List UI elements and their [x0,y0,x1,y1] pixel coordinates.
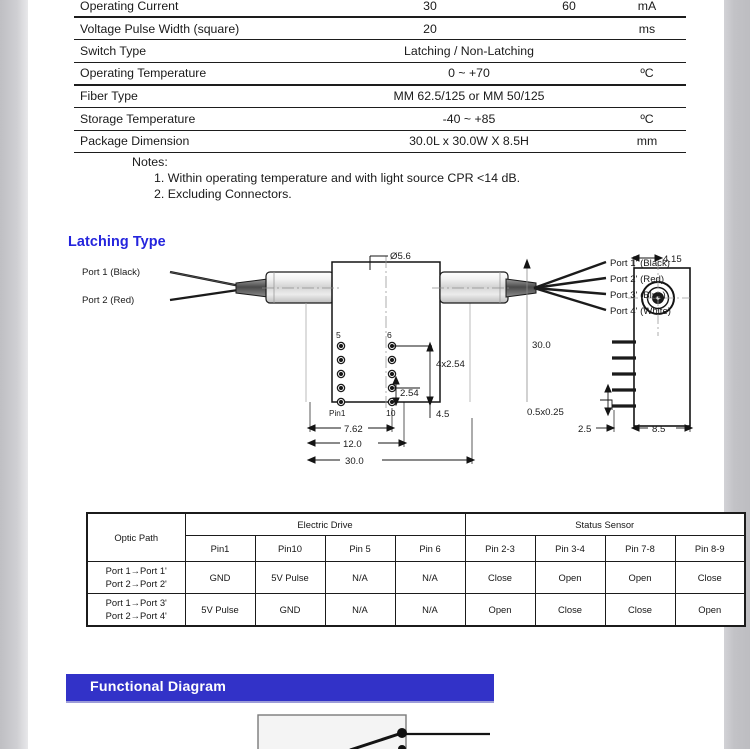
notes-block [132,155,520,203]
spec-row [74,17,686,40]
label-port-4-prime: Port 4' (White) [610,306,672,317]
cell-pin2-3: Open [465,593,535,626]
cell-pin6: N/A [395,561,465,593]
spec-parameter: Package Dimension [74,130,330,153]
note-item: 1. Within operating temperature and with light source CPR <14 dB. [154,171,521,185]
truth-header-row-groups [87,513,745,536]
header-pin1: Pin1 [185,536,255,561]
pin-label-10: 10 [386,408,396,418]
functional-diagram-banner [66,674,494,703]
spec-parameter: Switch Type [74,40,330,63]
dim-side-85: 8.5 [652,424,666,435]
dim-width-120: 12.0 [343,439,362,450]
spec-unit: mm [608,130,686,153]
mechanical-drawing [0,250,724,498]
spec-unit: ms [608,17,686,40]
optic-path-line1: Port 1→Port 1' [105,564,167,576]
cell-pin8-9: Open [675,593,745,626]
cell-pin3-4: Close [535,593,605,626]
dim-pin-chamfer: 0.5x0.25 [527,407,564,418]
optic-path-line1: Port 1→Port 3' [105,596,167,608]
dim-height-30: 30.0 [532,340,551,351]
spec-value: -40 ~ +85 [330,107,608,130]
dim-width-300: 30.0 [345,456,364,467]
spec-row [74,0,686,17]
spec-unit [608,85,686,108]
label-port-3-prime: Port 3' (Blue) [610,290,666,301]
spec-value: MM 62.5/125 or MM 50/125 [330,85,608,108]
specification-table [74,0,686,153]
header-pin7-8: Pin 7-8 [605,536,675,561]
functional-diagram-drawing [250,712,510,749]
table-row [87,593,745,626]
cell-pin8-9: Close [675,561,745,593]
spec-value: Latching / Non-Latching [330,40,608,63]
header-pin6: Pin 6 [395,536,465,561]
notes-title: Notes: [132,155,168,169]
spec-unit: ºC [608,62,686,85]
spec-row [74,107,686,130]
spec-unit: mA [608,0,686,17]
cell-pin5: N/A [325,593,395,626]
cell-pin3-4: Open [535,561,605,593]
dim-pitch-254: 2.54 [400,388,419,399]
cell-pin7-8: Open [605,561,675,593]
cell-optic-path [87,593,185,626]
section-heading-latching-type: Latching Type [68,234,166,250]
spec-value-max [530,17,608,40]
cell-pin1: GND [185,561,255,593]
spec-value: 20 [330,17,530,40]
header-group-status-sensor: Status Sensor [465,513,745,536]
pin-label-pin1: Pin1 [329,409,346,418]
label-port-1: Port 1 (Black) [82,267,141,278]
dim-diameter: Ø5.6 [390,251,411,262]
table-row [87,561,745,593]
dim-top-415: 4.15 [663,254,682,265]
optic-path-line2: Port 2→Port 2' [105,578,167,590]
header-pin8-9: Pin 8-9 [675,536,745,561]
pin-label-6: 6 [387,330,392,340]
cell-pin7-8: Close [605,593,675,626]
spec-parameter: Voltage Pulse Width (square) [74,17,330,40]
spec-row [74,130,686,153]
dim-width-762: 7.62 [344,424,363,435]
spec-parameter: Operating Current [74,0,330,17]
header-pin10: Pin10 [255,536,325,561]
right-fiber-leads [534,262,606,310]
switching-truth-table [86,512,746,627]
cell-pin5: N/A [325,561,395,593]
spec-unit: ºC [608,107,686,130]
label-port-2: Port 2 (Red) [82,295,135,306]
spec-value: 30.0L x 30.0W X 8.5H [330,130,608,153]
optic-path-line2: Port 2→Port 4' [105,610,167,622]
header-optic-path: Optic Path [87,513,185,561]
page-margin-right [724,0,750,749]
spec-row [74,40,686,63]
dim-offset-45: 4.5 [436,409,450,420]
spec-value: 30 [330,0,530,17]
spec-parameter: Fiber Type [74,85,330,108]
spec-value-max: 60 [530,0,608,17]
header-group-electric-drive: Electric Drive [185,513,465,536]
spec-value: 0 ~ +70 [330,62,608,85]
label-port-2-prime: Port 2' (Red) [610,274,665,285]
spec-row [74,85,686,108]
dim-pitch-4x: 4x2.54 [436,359,465,370]
spec-parameter: Storage Temperature [74,107,330,130]
note-item: 2. Excluding Connectors. [154,187,292,202]
spec-unit [608,40,686,63]
functional-diagram-title: Functional Diagram [90,679,227,695]
truth-header-row-columns [87,536,745,561]
dim-side-25: 2.5 [578,424,592,435]
header-pin3-4: Pin 3-4 [535,536,605,561]
spec-row [74,62,686,85]
cell-pin1: 5V Pulse [185,593,255,626]
cell-pin10: 5V Pulse [255,561,325,593]
header-pin2-3: Pin 2-3 [465,536,535,561]
cell-optic-path [87,561,185,593]
pin-label-5: 5 [336,330,341,340]
cell-pin10: GND [255,593,325,626]
header-pin5: Pin 5 [325,536,395,561]
cell-pin6: N/A [395,593,465,626]
spec-parameter: Operating Temperature [74,62,330,85]
label-port-1-prime: Port 1' (Black) [610,258,670,269]
cell-pin2-3: Close [465,561,535,593]
left-fiber-leads [170,272,245,300]
